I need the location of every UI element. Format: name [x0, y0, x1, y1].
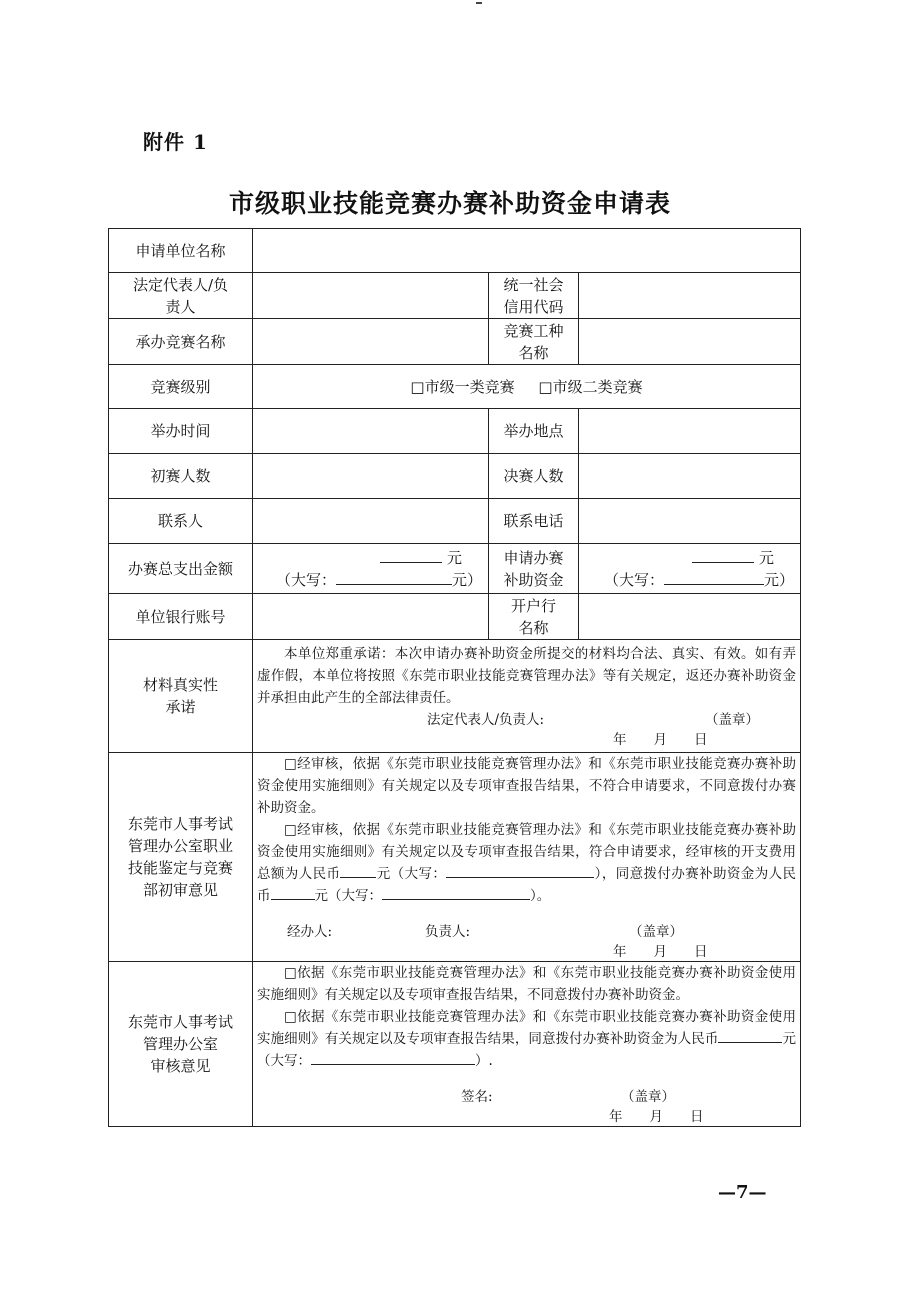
- label-job-type: 竞赛工种 名称: [489, 319, 579, 365]
- final-review-sign: 签名:: [461, 1089, 493, 1105]
- first-review-option-2[interactable]: □经审核，依据《东莞市职业技能竞赛管理办法》和《东莞市职业技能竞赛办赛补助资金使用实施细则》有关规定以及专项审查报告结果，符合申请要求，经审核的开支费用总额为人民币 元（大写： ），同意拨付办赛补助资金为人民币 元（大写： ）。: [257, 822, 797, 904]
- row-amount: [109, 544, 801, 594]
- promise-date-row: [257, 729, 796, 749]
- checkbox-level-2[interactable]: □市级二类竞赛: [538, 377, 643, 396]
- field-level: [253, 365, 801, 409]
- attachment-label: 附件 1: [143, 130, 208, 154]
- label-bank-name: 开户行 名称: [489, 594, 579, 640]
- first-review-content: [253, 753, 801, 962]
- scan-mark: [476, 2, 482, 4]
- final-review-date: 年 月 日: [609, 1109, 704, 1125]
- field-bank-name[interactable]: [579, 594, 801, 640]
- row-final-review: [109, 962, 801, 1127]
- label-final-review: 东莞市人事考试 管理办公室 审核意见: [109, 962, 253, 1127]
- first-review-option-1[interactable]: □经审核，依据《东莞市职业技能竞赛管理办法》和《东莞市职业技能竞赛办赛补助资金使用实施细则》有关规定以及专项审查报告结果，不符合申请要求，不同意拨付办赛补助资金。: [257, 756, 796, 816]
- first-review-seal: （盖章）: [629, 924, 683, 940]
- final-review-option-2[interactable]: □依据《东莞市职业技能竞赛管理办法》和《东莞市职业技能竞赛办赛补助资金使用实施细则》有关规定以及专项审查报告结果，同意拨付办赛补助资金为人民币 元（大写： ）.: [257, 1009, 797, 1069]
- page-title: 市级职业技能竞赛办赛补助资金申请表: [228, 189, 671, 218]
- first-review-leader: 负责人:: [425, 924, 471, 940]
- first-review-handler: 经办人:: [287, 924, 333, 940]
- field-prelim[interactable]: [253, 454, 489, 499]
- label-phone: 联系电话: [489, 499, 579, 544]
- label-total: 办赛总支出金额: [109, 544, 253, 594]
- first-review-sign-row: [257, 921, 796, 941]
- label-level: 竞赛级别: [109, 365, 253, 409]
- field-time[interactable]: [253, 409, 489, 454]
- promise-signer: 法定代表人/负责人:: [427, 712, 545, 728]
- row-contest-name: [109, 319, 801, 365]
- field-contact[interactable]: [253, 499, 489, 544]
- label-time: 举办时间: [109, 409, 253, 454]
- label-legal-rep: 法定代表人/负 责人: [109, 273, 253, 319]
- promise-text: 本单位郑重承诺：本次申请办赛补助资金所提交的材料均合法、真实、有效。如有弄虚作假，本单位将按照《东莞市职业技能竞赛管理办法》等有关规定，返还办赛补助资金并承担由此产生的全部法律责任。: [257, 646, 796, 706]
- row-bank: [109, 594, 801, 640]
- final-review-sign-row: [257, 1086, 796, 1106]
- final-review-date-row: [257, 1106, 796, 1126]
- label-bank-account: 单位银行账号: [109, 594, 253, 640]
- label-prelim: 初赛人数: [109, 454, 253, 499]
- label-applicant: 申请单位名称: [109, 229, 253, 273]
- label-promise: 材料真实性 承诺: [109, 640, 253, 753]
- field-bank-account[interactable]: [253, 594, 489, 640]
- final-review-option-1[interactable]: □依据《东莞市职业技能竞赛管理办法》和《东莞市职业技能竞赛办赛补助资金使用实施细则》有关规定以及专项审查报告结果，不同意拨付办赛补助资金。: [257, 965, 796, 1003]
- promise-content: [253, 640, 801, 753]
- label-subsidy: 申请办赛 补助资金: [489, 544, 579, 594]
- promise-sign-row: [257, 709, 796, 729]
- row-level: [109, 365, 801, 409]
- label-first-review: 东莞市人事考试 管理办公室职业 技能鉴定与竞赛 部初审意见: [109, 753, 253, 962]
- row-legal-rep: [109, 273, 801, 319]
- first-review-date: 年 月 日: [613, 944, 708, 960]
- final-review-seal: （盖章）: [621, 1089, 675, 1105]
- field-applicant[interactable]: [253, 229, 801, 273]
- field-phone[interactable]: [579, 499, 801, 544]
- field-contest-name[interactable]: [253, 319, 489, 365]
- field-final[interactable]: [579, 454, 801, 499]
- promise-seal: （盖章）: [705, 712, 759, 728]
- checkbox-level-1[interactable]: □市级一类竞赛: [410, 377, 515, 396]
- row-prelim: [109, 454, 801, 499]
- first-review-date-row: [257, 941, 796, 961]
- promise-date: 年 月 日: [613, 732, 708, 748]
- label-contest-name: 承办竞赛名称: [109, 319, 253, 365]
- row-contact: [109, 499, 801, 544]
- field-place[interactable]: [579, 409, 801, 454]
- row-promise: [109, 640, 801, 753]
- field-legal-rep[interactable]: [253, 273, 489, 319]
- field-total[interactable]: 元 （大写： 元）: [253, 544, 489, 594]
- final-review-content: [253, 962, 801, 1127]
- row-time: [109, 409, 801, 454]
- label-contact: 联系人: [109, 499, 253, 544]
- label-final: 决赛人数: [489, 454, 579, 499]
- field-job-type[interactable]: [579, 319, 801, 365]
- application-form-table: [108, 228, 801, 1127]
- field-credit-code[interactable]: [579, 273, 801, 319]
- row-first-review: [109, 753, 801, 962]
- label-place: 举办地点: [489, 409, 579, 454]
- row-applicant: [109, 229, 801, 273]
- page-number: —7—: [718, 1182, 767, 1203]
- label-credit-code: 统一社会 信用代码: [489, 273, 579, 319]
- field-subsidy[interactable]: 元 （大写： 元）: [579, 544, 801, 594]
